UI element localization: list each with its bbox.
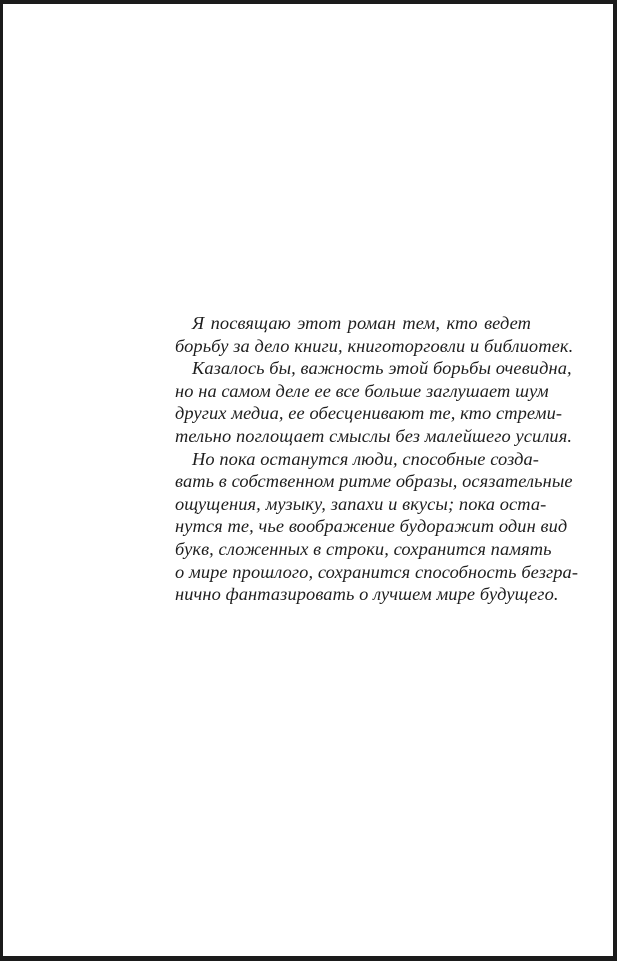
text-line: букв, сложенных в строки, сохранится память bbox=[175, 538, 552, 559]
dedication-text bbox=[175, 312, 579, 606]
text-line: борьбу за дело книги, книготорговли и библиотек. bbox=[175, 335, 574, 356]
text-line: других медиа, ее обесценивают те, кто стреми- bbox=[175, 403, 563, 424]
text-line: тельно поглощает смыслы без малейшего усилия. bbox=[175, 425, 573, 446]
text-line: Казалось бы, важность этой борьбы очевидна, bbox=[192, 358, 572, 379]
paragraph bbox=[175, 448, 579, 606]
text-line: о мире прошлого, сохранится способность безгра- bbox=[175, 561, 579, 582]
paragraph bbox=[175, 312, 574, 357]
text-line: но на самом деле ее все больше заглушает шум bbox=[175, 380, 549, 401]
text-line: Я посвящаю этот роман тем, кто ведет bbox=[192, 313, 531, 333]
text-line: ощущения, музыку, запахи и вкусы; пока оста- bbox=[175, 493, 547, 514]
paragraph bbox=[175, 357, 573, 447]
text-line: нутся те, чье воображение будоражит один вид bbox=[175, 516, 568, 537]
text-line: вать в собственном ритме образы, осязательные bbox=[175, 471, 573, 492]
text-line: нично фантазировать о лучшем мире будущего. bbox=[175, 584, 559, 605]
text-line: Но пока останутся люди, способные созда- bbox=[192, 448, 540, 469]
